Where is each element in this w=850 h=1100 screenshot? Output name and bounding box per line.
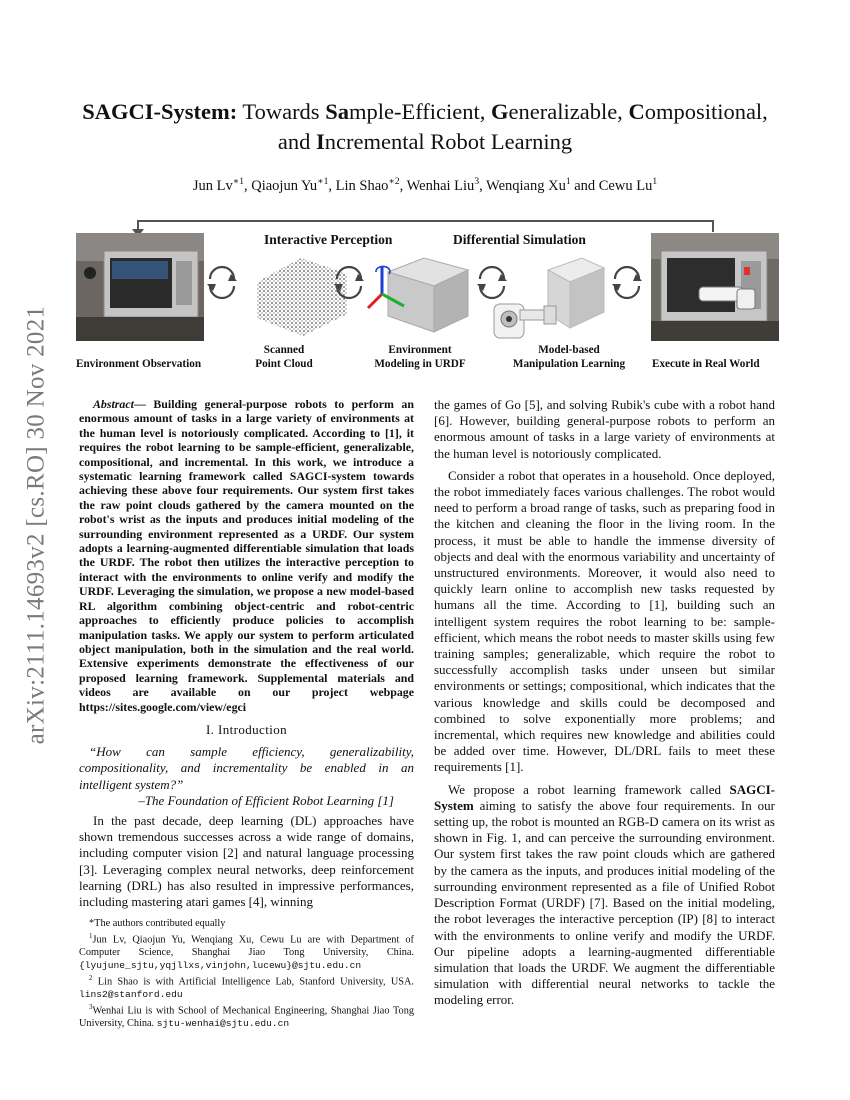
intro-paragraph-1: In the past decade, deep learning (DL) approaches have shown tremendous successes across a wide range of domains, including computer vision [2] and natural language processing [3]. Leveraging complex neural networks, deep reinforcement learning (DRL) has also resulted in impressive performances, including mastering atari games [4], winning xyxy=(79,812,414,909)
caption-environment-modeling: Environment Modeling in URDF xyxy=(374,344,466,370)
epigraph-quote: “How can sample efficiency, generalizability, compositionality, and incrementality be enabled in an intelligent system?” xyxy=(79,744,414,792)
caption-scanned-point-cloud: Scanned Point Cloud xyxy=(255,344,313,370)
right-column xyxy=(434,397,775,1009)
figure-pipeline xyxy=(76,218,776,378)
abstract-label: Abstract xyxy=(93,397,134,411)
caption-execute-real-world: Execute in Real World xyxy=(652,358,760,370)
right-paragraph-3: We propose a robot learning framework called SAGCI-System aiming to satisfy the above four requirements. In our setting up, the robot is mounted an RGB-D camera on its wrist as shown in Fig. 1, and can perceive the surrounding environment. Our system first takes the raw point clouds which are gathered by the camera as the inputs, and produces initial modeling of the surrounding environment represented as a file of Unified Robot Description Format (URDF) [7]. Based on the initial modeling, the robot leverages the interactive perception (IP) [8] to interact with the environments to online verify and modify the URDF. Our pipeline adopts a learning-augmented differentiable simulation that loads the URDF. We augment the differentiable simulation with differential neural networks to tackle the modeling error. xyxy=(434,781,775,1008)
urdf-model-image xyxy=(364,250,474,340)
epigraph-source: –The Foundation of Efficient Robot Learning [1] xyxy=(138,792,394,808)
heading-interactive-perception: Interactive Perception xyxy=(264,232,393,247)
footnote-equal-contribution: *The authors contributed equally xyxy=(89,918,226,929)
right-paragraph-1: the games of Go [5], and solving Rubik's cube with a robot hand [6]. However, building general-purpose robots to perform an enormous amount of tasks in a large variety of environments at the human level is notoriously complicated. xyxy=(434,397,775,461)
caption-model-based-manipulation: Model-based Manipulation Learning xyxy=(512,344,626,370)
author-list: Jun $Lv^{∗1}$, Qiaojun $Yu^{∗1}$, Lin Shao$^{∗2}$, Wenhai Liu$^3$, Wenqiang Xu$^1$ and Cewu Lu$^1$ xyxy=(192,177,658,194)
cycle-icon xyxy=(331,264,367,300)
left-column xyxy=(79,397,414,910)
section-heading-introduction: I. Introduction xyxy=(205,721,288,737)
footnote-1: $^1$Jun Lv, Qiaojun Yu, Wenqiang Xu, Cewu Lu are with Department of Computer Science, Shanghai Jiao Tong University, China. {lyujune_sjtu,yqjllxs,vinjohn,lucewu}@sjtu.edu.cn xyxy=(79,932,414,971)
caption-environment-observation: Environment Observation xyxy=(76,358,202,370)
footnote-3: $^3$Wenhai Liu is with School of Mechanical Engineering, Shanghai Jiao Tong University, China. sjtu-wenhai@sjtu.edu.cn xyxy=(79,1003,414,1030)
execute-real-world-photo xyxy=(651,233,779,341)
abstract: Abstract— Building general-purpose robots to perform an enormous amount of tasks in a large variety of environments at the human level is notoriously complicated. According to [1], it requires the robot learning to be sample-efficient, generalizable, compositional, and incremental. In this work, we introduce a systematic learning framework called SAGCI-system towards achieving these above four requirements. Our system first takes the raw point clouds gathered by the camera mounted on the robot's wrist as the inputs and produces initial modeling of the surrounding environment represented as a URDF. Our system adopts a learning-augmented differentiable simulation that loads the URDF. The robot then utilizes the interactive perception to interact with the environments to online verify and modify the URDF. Leveraging the simulation, we propose a new model-based RL algorithm combining object-centric and robot-centric approaches to efficiently produce policies to accomplish manipulation tasks. We apply our system to perform articulated object manipulation, both in the simulation and the real world. Extensive experiments demonstrate the effectiveness of our proposed learning framework. Supplemental materials and videos are available on our project webpage https://sites.google.com/view/egci xyxy=(79,397,414,714)
cycle-icon xyxy=(204,264,240,300)
cycle-icon xyxy=(609,264,645,300)
right-paragraph-2: Consider a robot that operates in a household. Once deployed, the robot immediately faces various challenges. The robot would need to perform a broad range of tasks, such as preparing food in the kitchen and cleaning the floor in the living room. In the process, it must be able to handle the immense diversity of objects and deal with the enormous variability and uncertainty of unstructured environments. Moreover, it would also need to quickly learn online to accomplish new tasks requested by humans all the time. According to [1], building such an intelligent system requires the robot learning to be: sample-efficient, which means the robot needs to master skills using few training samples; generalizable, which require the robot to successfully accomplish tasks under unseen but similar environments or settings; compositional, which indicates that the various knowledge and skills could be decomposed and combined to solve exponentially more problems; and incremental, which requires new knowledge and abilities could be added over time. However, DL/DRL fails to meet these requirements [1]. xyxy=(434,467,775,775)
footnotes xyxy=(79,918,414,1031)
environment-observation-photo xyxy=(76,233,204,341)
footnote-2: $^2$ Lin Shao is with Artificial Intelligence Lab, Stanford University, USA. lins2@stanford.edu xyxy=(79,974,414,1000)
manipulation-sim-image xyxy=(486,248,606,343)
heading-differential-simulation: Differential Simulation xyxy=(453,232,586,247)
paper-title: SAGCI-System: Towards Sample-Efficient, Generalizable, Compositional, and Incremental Robot Learning xyxy=(82,99,768,154)
arxiv-stamp: arXiv:2111.14693v2 [cs.RO] 30 Nov 2021 xyxy=(22,305,50,745)
